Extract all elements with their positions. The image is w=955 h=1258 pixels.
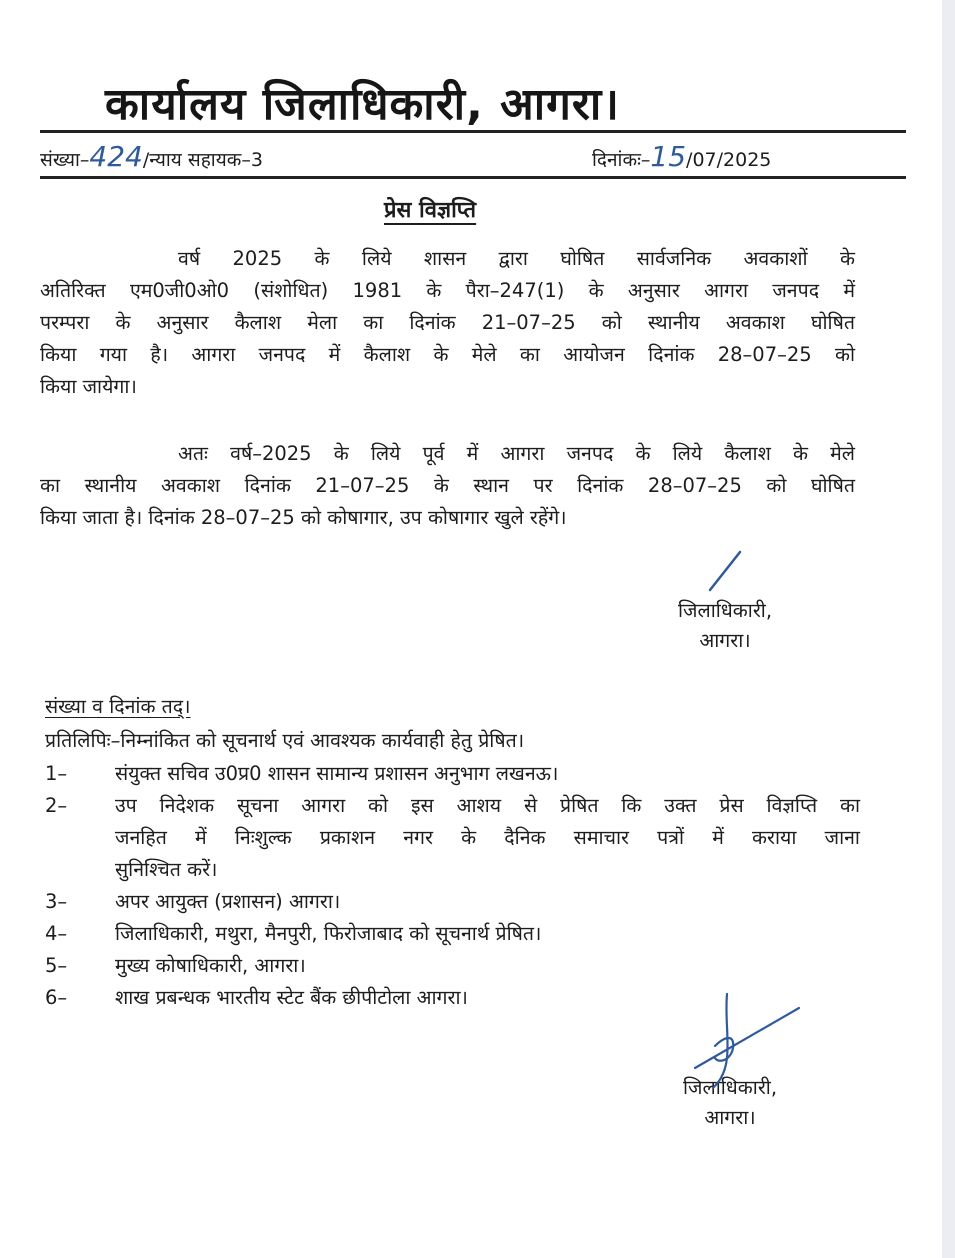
reference-number-suffix: /न्याय सहायक–3 xyxy=(142,149,263,171)
paragraph-2 xyxy=(40,438,855,534)
reference-date xyxy=(592,140,771,173)
paragraph-2-line: किया जाता है। दिनांक 28–07–25 को कोषागार, उप कोषागार खुले रहेंगे। xyxy=(40,506,567,529)
list-item xyxy=(45,758,860,790)
list-item-text: मुख्य कोषाधिकारी, आगरा। xyxy=(115,954,306,977)
list-item xyxy=(45,950,860,982)
signature-2-place: आगरा। xyxy=(704,1106,756,1129)
list-item-text: शाख प्रबन्धक भारतीय स्टेट बैंक छीपीटोला आगरा। xyxy=(115,986,468,1009)
list-item xyxy=(45,886,860,918)
list-item-number: 6– xyxy=(45,986,68,1009)
reference-number xyxy=(40,140,263,173)
signature-block-2 xyxy=(645,1073,815,1133)
list-item xyxy=(45,790,860,886)
paragraph-1-line: किया गया है। आगरा जनपद में कैलाश के मेले का आयोजन दिनांक 28–07–25 को xyxy=(40,343,855,366)
reference-date-handwritten-day: 15 xyxy=(650,140,687,173)
copy-intro: प्रतिलिपिः–निम्नांकित को सूचनार्थ एवं आवश्यक कार्यवाही हेतु प्रेषित। xyxy=(45,729,525,752)
paragraph-2-line: का स्थानीय अवकाश दिनांक 21–07–25 के स्थान पर दिनांक 28–07–25 को घोषित xyxy=(40,474,855,497)
press-release-title: प्रेस विज्ञप्ति xyxy=(384,198,477,223)
header-divider-top xyxy=(40,130,906,133)
paragraph-1-line: अतिरिक्त एम0जी0ओ0 (संशोधित) 1981 के पैरा–247(1) के अनुसार आगरा जनपद में xyxy=(40,279,855,302)
signature-1-designation: जिलाधिकारी, xyxy=(677,599,773,622)
list-item-text: अपर आयुक्त (प्रशासन) आगरा। xyxy=(115,890,341,913)
signature-1-place: आगरा। xyxy=(699,629,751,652)
paragraph-1-line: वर्ष 2025 के लिये शासन द्वारा घोषित सार्वजनिक अवकाशों के xyxy=(178,247,855,270)
reference-date-label: दिनांकः– xyxy=(592,149,651,171)
paragraph-1 xyxy=(40,243,855,403)
reference-number-label: संख्या– xyxy=(40,149,90,171)
list-item-text: सुनिश्चित करें। xyxy=(115,858,218,881)
list-item-number: 2– xyxy=(45,794,68,817)
paragraph-1-line: किया जायेगा। xyxy=(40,375,137,398)
signature-mark-2 xyxy=(675,988,815,1098)
reference-number-handwritten: 424 xyxy=(89,140,143,173)
list-item-text: जिलाधिकारी, मथुरा, मैनपुरी, फिरोजाबाद को सूचनार्थ प्रेषित। xyxy=(115,922,542,945)
list-item xyxy=(45,918,860,950)
list-item-text: संयुक्त सचिव उ0प्र0 शासन सामान्य प्रशासन अनुभाग लखनऊ। xyxy=(115,762,559,785)
list-item-number: 1– xyxy=(45,762,68,785)
copy-recipient-list xyxy=(45,758,860,1014)
signature-mark-1 xyxy=(700,546,760,596)
paragraph-2-line: अतः वर्ष–2025 के लिये पूर्व में आगरा जनपद के लिये कैलाश के मेले xyxy=(178,442,855,465)
signature-block-1 xyxy=(640,596,810,656)
header-divider-bottom xyxy=(40,176,906,179)
list-item-number: 5– xyxy=(45,954,68,977)
list-item-text: जनहित में निःशुल्क प्रकाशन नगर के दैनिक समाचार पत्रों में कराया जाना xyxy=(115,826,860,849)
office-title: कार्यालय जिलाधिकारी, आगरा। xyxy=(105,79,620,130)
list-item-number: 3– xyxy=(45,890,68,913)
copy-heading: संख्या व दिनांक तद्। xyxy=(45,695,191,718)
signature-2-designation: जिलाधिकारी, xyxy=(682,1076,778,1099)
list-item-number: 4– xyxy=(45,922,68,945)
list-item-text: उप निदेशक सूचना आगरा को इस आशय से प्रेषित कि उक्त प्रेस विज्ञप्ति का xyxy=(115,794,860,817)
paragraph-1-line: परम्परा के अनुसार कैलाश मेला का दिनांक 21–07–25 को स्थानीय अवकाश घोषित xyxy=(40,311,855,334)
reference-date-rest: /07/2025 xyxy=(686,149,772,171)
